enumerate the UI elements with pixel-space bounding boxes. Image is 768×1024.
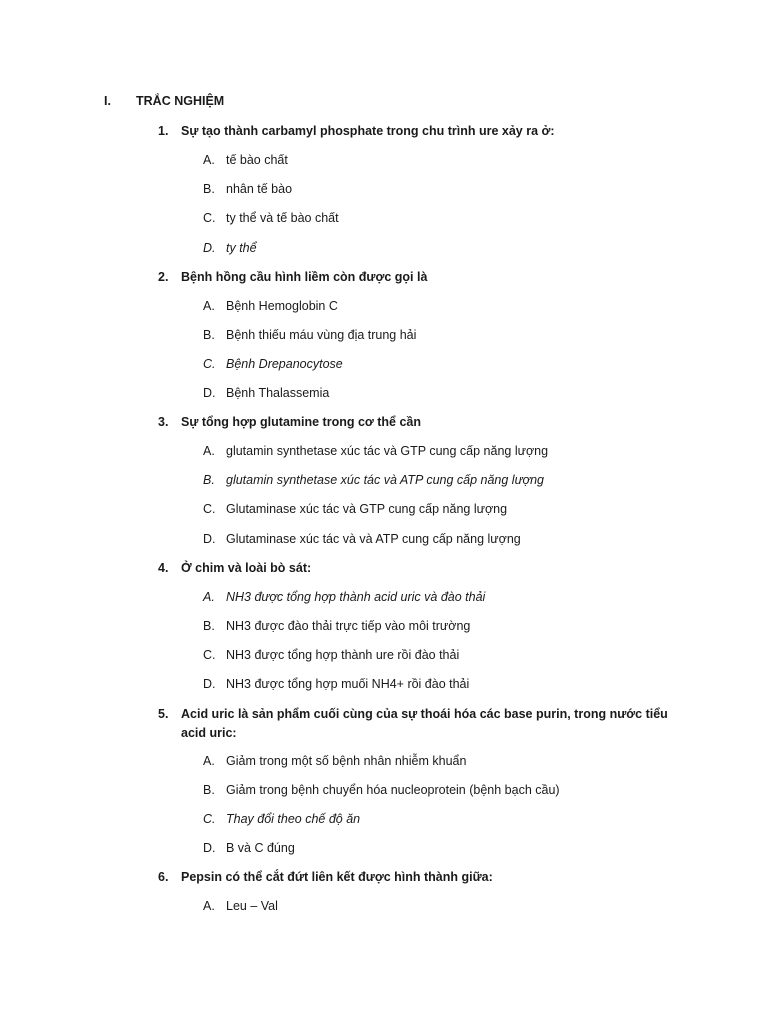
question-5: [158, 705, 678, 743]
option-letter: A.: [203, 153, 215, 167]
answer-option: [203, 239, 257, 258]
question-text: Bệnh hồng cầu hình liềm còn được gọi là: [181, 270, 428, 284]
option-text: NH3 được đào thải trực tiếp vào môi trường: [226, 619, 471, 633]
answer-option: [203, 588, 485, 607]
option-text: NH3 được tổng hợp thành acid uric và đào thải: [226, 590, 486, 604]
section-heading: [104, 94, 224, 108]
section-title: TRẮC NGHIỆM: [136, 94, 225, 108]
answer-option: [203, 675, 469, 694]
option-letter: A.: [203, 590, 215, 604]
answer-option: [203, 471, 544, 490]
question-6: [158, 868, 678, 887]
question-text: Pepsin có thể cắt đứt liên kết được hình thành giữa:: [181, 870, 493, 884]
question-text: Ở chim và loài bò sát:: [181, 561, 312, 575]
option-text: Giảm trong bệnh chuyển hóa nucleoprotein (bệnh bạch cầu): [226, 783, 560, 797]
question-text: Sự tổng hợp glutamine trong cơ thể cần: [181, 415, 422, 429]
answer-option: [203, 384, 329, 403]
option-letter: C.: [203, 502, 216, 516]
option-letter: A.: [203, 899, 215, 913]
option-text: ty thể: [226, 241, 257, 255]
option-text: NH3 được tổng hợp thành ure rồi đào thải: [226, 648, 460, 662]
option-letter: B.: [203, 182, 215, 196]
option-text: Leu – Val: [226, 899, 278, 913]
option-text: Bệnh Hemoglobin C: [226, 299, 338, 313]
answer-option: [203, 646, 459, 665]
option-text: Giảm trong một số bệnh nhân nhiễm khuẩn: [226, 754, 467, 768]
option-letter: A.: [203, 754, 215, 768]
answer-option: [203, 897, 278, 916]
answer-option: [203, 209, 339, 228]
question-number: 3.: [158, 415, 169, 429]
option-letter: B.: [203, 783, 215, 797]
answer-option: [203, 781, 560, 800]
option-text: Thay đổi theo chế độ ăn: [226, 812, 361, 826]
option-letter: D.: [203, 532, 216, 546]
answer-option: [203, 180, 292, 199]
question-number: 6.: [158, 870, 169, 884]
option-letter: B.: [203, 473, 215, 487]
option-text: tế bào chất: [226, 153, 288, 167]
question-1: [158, 122, 678, 141]
answer-option: [203, 839, 295, 858]
question-4: [158, 559, 678, 578]
option-letter: A.: [203, 299, 215, 313]
option-text: Bệnh Drepanocytose: [226, 357, 343, 371]
question-text: Acid uric là sản phẩm cuối cùng của sự thoái hóa các base purin, trong nước tiểu acid uric:: [181, 707, 668, 740]
question-number: 5.: [158, 707, 169, 721]
answer-option: [203, 326, 416, 345]
question-number: 4.: [158, 561, 169, 575]
option-letter: C.: [203, 648, 216, 662]
section-number: I.: [104, 94, 111, 108]
option-letter: A.: [203, 444, 215, 458]
option-letter: C.: [203, 357, 216, 371]
question-text: Sự tạo thành carbamyl phosphate trong chu trình ure xảy ra ở:: [181, 124, 555, 138]
option-text: glutamin synthetase xúc tác và GTP cung cấp năng lượng: [226, 444, 549, 458]
answer-option: [203, 530, 521, 549]
option-text: glutamin synthetase xúc tác và ATP cung cấp năng lượng: [226, 473, 544, 487]
option-letter: D.: [203, 841, 216, 855]
option-text: B và C đúng: [226, 841, 295, 855]
answer-option: [203, 151, 288, 170]
question-3: [158, 413, 678, 432]
answer-option: [203, 810, 360, 829]
option-letter: B.: [203, 328, 215, 342]
option-letter: D.: [203, 386, 216, 400]
option-text: ty thể và tế bào chất: [226, 211, 339, 225]
option-text: Bệnh thiếu máu vùng địa trung hải: [226, 328, 417, 342]
question-number: 2.: [158, 270, 169, 284]
option-letter: D.: [203, 241, 216, 255]
answer-option: [203, 355, 343, 374]
question-number: 1.: [158, 124, 169, 138]
answer-option: [203, 617, 470, 636]
answer-option: [203, 500, 507, 519]
question-2: [158, 268, 678, 287]
answer-option: [203, 297, 338, 316]
option-text: Bệnh Thalassemia: [226, 386, 330, 400]
option-letter: D.: [203, 677, 216, 691]
option-text: NH3 được tổng hợp muối NH4+ rồi đào thải: [226, 677, 470, 691]
option-text: nhân tế bào: [226, 182, 293, 196]
option-letter: B.: [203, 619, 215, 633]
answer-option: [203, 442, 548, 461]
option-letter: C.: [203, 211, 216, 225]
option-letter: C.: [203, 812, 216, 826]
option-text: Glutaminase xúc tác và và ATP cung cấp năng lượng: [226, 532, 521, 546]
option-text: Glutaminase xúc tác và GTP cung cấp năng lượng: [226, 502, 508, 516]
answer-option: [203, 752, 466, 771]
